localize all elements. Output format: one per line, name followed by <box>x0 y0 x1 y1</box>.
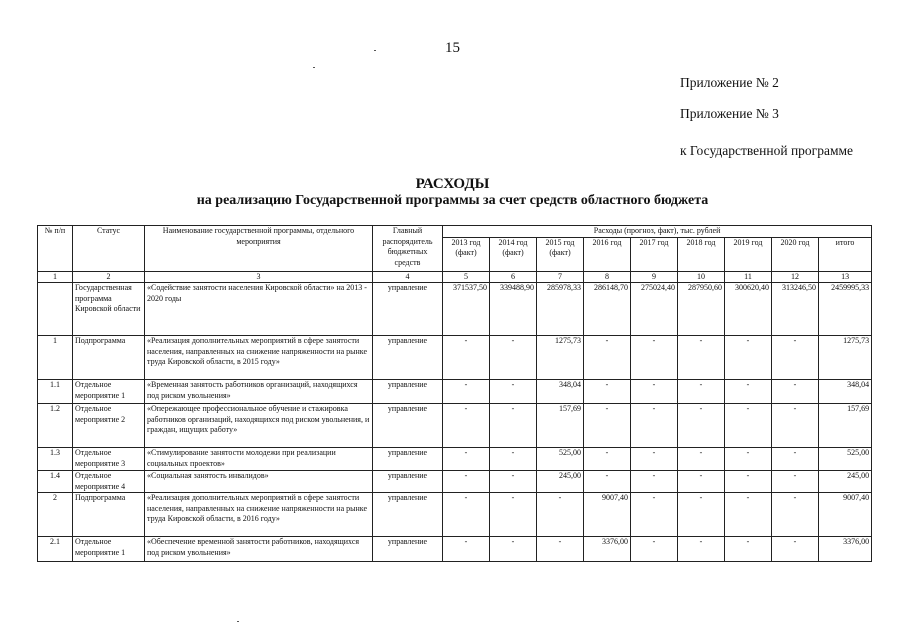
row-name: «Реализация дополнительных мероприятий в сфере занятости населения, направленных на снижение напряженности на рынке труда Кировской области, в 2016 году» <box>145 493 373 537</box>
header-year: 2017 год <box>631 237 678 271</box>
row-year-value: - <box>631 380 678 404</box>
row-name: «Обеспечение временной занятости работников, находящихся под риском увольнения» <box>145 537 373 562</box>
header-name: Наименование государственной программы, отдельного мероприятия <box>145 226 373 272</box>
row-year-value: - <box>772 336 819 380</box>
row-year-value: - <box>490 493 537 537</box>
row-year-value: - <box>490 471 537 493</box>
row-number <box>38 283 73 336</box>
row-year-value: - <box>725 448 772 471</box>
row-year-value: - <box>490 448 537 471</box>
row-year-value: 313246,50 <box>772 283 819 336</box>
row-year-value: 339488,90 <box>490 283 537 336</box>
row-year-value: - <box>443 380 490 404</box>
row-year-value: - <box>772 537 819 562</box>
row-name: «Содействие занятости населения Кировской области» на 2013 - 2020 годы <box>145 283 373 336</box>
row-number: 2.1 <box>38 537 73 562</box>
row-year-value: - <box>537 493 584 537</box>
row-year-value: - <box>678 493 725 537</box>
row-number: 1 <box>38 336 73 380</box>
column-numbers-row <box>38 271 872 283</box>
header-year: 2014 год (факт) <box>490 237 537 271</box>
column-number: 7 <box>537 271 584 283</box>
row-year-value: - <box>725 471 772 493</box>
row-status: Отдельное мероприятие 2 <box>73 404 145 448</box>
row-year-value: - <box>772 493 819 537</box>
column-number: 5 <box>443 271 490 283</box>
row-admin: управление <box>373 537 443 562</box>
row-name: «Реализация дополнительных мероприятий в сфере занятости населения, направленных на снижение напряженности на рынке труда Кировской области, в 2015 году» <box>145 336 373 380</box>
row-year-value: - <box>678 404 725 448</box>
row-year-value: - <box>490 336 537 380</box>
header-admin: Главный распорядитель бюджетных средств <box>373 226 443 272</box>
row-admin: управление <box>373 493 443 537</box>
annex-line-1: Приложение № 2 <box>680 75 779 90</box>
table-row <box>38 336 872 380</box>
column-number: 9 <box>631 271 678 283</box>
row-admin: управление <box>373 283 443 336</box>
column-number: 2 <box>73 271 145 283</box>
column-number: 8 <box>584 271 631 283</box>
header-num: № п/п <box>38 226 73 272</box>
row-year-value: - <box>443 336 490 380</box>
row-year-value: - <box>678 336 725 380</box>
row-number: 1.4 <box>38 471 73 493</box>
row-admin: управление <box>373 380 443 404</box>
annex-line-3: к Государственной программе <box>680 143 854 158</box>
row-year-value: - <box>725 380 772 404</box>
row-year-value: - <box>772 471 819 493</box>
page-number: 15 <box>445 40 460 56</box>
row-total-value: 1275,73 <box>819 336 872 380</box>
row-year-value: - <box>490 537 537 562</box>
header-total: итого <box>819 237 872 271</box>
row-year-value: - <box>631 404 678 448</box>
row-year-value: - <box>490 380 537 404</box>
header-year: 2013 год (факт) <box>443 237 490 271</box>
annex-line-2: Приложение № 3 <box>680 106 779 121</box>
row-year-value: 3376,00 <box>584 537 631 562</box>
header-year: 2019 год <box>725 237 772 271</box>
column-number: 11 <box>725 271 772 283</box>
table-row <box>38 380 872 404</box>
row-total-value: 157,69 <box>819 404 872 448</box>
row-status: Отдельное мероприятие 1 <box>73 380 145 404</box>
table-header <box>38 226 872 283</box>
row-year-value: - <box>584 380 631 404</box>
row-year-value: - <box>725 336 772 380</box>
row-name: «Социальная занятость инвалидов» <box>145 471 373 493</box>
row-year-value: 300620,40 <box>725 283 772 336</box>
row-year-value: - <box>631 537 678 562</box>
table-row <box>38 537 872 562</box>
column-number: 6 <box>490 271 537 283</box>
table-row <box>38 493 872 537</box>
row-year-value: - <box>772 380 819 404</box>
row-year-value: 525,00 <box>537 448 584 471</box>
row-year-value: - <box>584 404 631 448</box>
row-name: «Временная занятость работников организаций, находящихся под риском увольнения» <box>145 380 373 404</box>
row-year-value: 286148,70 <box>584 283 631 336</box>
scan-speck <box>313 67 315 68</box>
row-status: Подпрограмма <box>73 493 145 537</box>
row-year-value: - <box>490 404 537 448</box>
row-year-value: - <box>537 537 584 562</box>
table-row <box>38 471 872 493</box>
row-year-value: - <box>443 404 490 448</box>
header-year: 2016 год <box>584 237 631 271</box>
row-year-value: - <box>678 380 725 404</box>
row-year-value: - <box>584 336 631 380</box>
row-year-value: - <box>631 336 678 380</box>
row-total-value: 3376,00 <box>819 537 872 562</box>
row-year-value: - <box>443 537 490 562</box>
row-year-value: 285978,33 <box>537 283 584 336</box>
row-admin: управление <box>373 448 443 471</box>
document-subtitle: на реализацию Государственной программы за счет средств областного бюджета <box>196 193 709 208</box>
column-number: 12 <box>772 271 819 283</box>
row-year-value: 371537,50 <box>443 283 490 336</box>
row-number: 1.2 <box>38 404 73 448</box>
row-year-value: - <box>725 493 772 537</box>
row-year-value: - <box>678 537 725 562</box>
row-status: Государственная программа Кировской области <box>73 283 145 336</box>
row-year-value: 1275,73 <box>537 336 584 380</box>
row-year-value: - <box>443 471 490 493</box>
row-name: «Опережающее профессиональное обучение и стажировка работников организаций, находящихся под риском увольнения, и граждан, ищущих работу» <box>145 404 373 448</box>
row-number: 1.3 <box>38 448 73 471</box>
row-total-value: 2459995,33 <box>819 283 872 336</box>
row-status: Отдельное мероприятие 4 <box>73 471 145 493</box>
row-admin: управление <box>373 404 443 448</box>
row-year-value: 275024,40 <box>631 283 678 336</box>
row-total-value: 348,04 <box>819 380 872 404</box>
header-year: 2018 год <box>678 237 725 271</box>
row-year-value: - <box>725 537 772 562</box>
row-total-value: 9007,40 <box>819 493 872 537</box>
column-number: 10 <box>678 271 725 283</box>
row-year-value: - <box>772 448 819 471</box>
column-number: 4 <box>373 271 443 283</box>
table-body <box>38 283 872 562</box>
column-number: 3 <box>145 271 373 283</box>
row-total-value: 245,00 <box>819 471 872 493</box>
row-year-value: - <box>443 448 490 471</box>
header-year: 2020 год <box>772 237 819 271</box>
row-status: Отдельное мероприятие 3 <box>73 448 145 471</box>
document-title: РАСХОДЫ <box>415 176 490 192</box>
table-row <box>38 283 872 336</box>
row-name: «Стимулирование занятости молодежи при реализации социальных проектов» <box>145 448 373 471</box>
table-row <box>38 404 872 448</box>
header-status: Статус <box>73 226 145 272</box>
row-year-value: - <box>772 404 819 448</box>
header-year: 2015 год (факт) <box>537 237 584 271</box>
row-year-value: - <box>443 493 490 537</box>
row-number: 2 <box>38 493 73 537</box>
scan-speck <box>237 621 239 622</box>
column-number: 13 <box>819 271 872 283</box>
row-year-value: 287950,60 <box>678 283 725 336</box>
row-status: Отдельное мероприятие 1 <box>73 537 145 562</box>
column-number: 1 <box>38 271 73 283</box>
row-year-value: - <box>631 493 678 537</box>
row-year-value: - <box>584 448 631 471</box>
row-year-value: 157,69 <box>537 404 584 448</box>
row-year-value: - <box>631 471 678 493</box>
scan-speck <box>374 50 376 51</box>
row-year-value: - <box>584 471 631 493</box>
row-year-value: - <box>725 404 772 448</box>
row-status: Подпрограмма <box>73 336 145 380</box>
row-admin: управление <box>373 336 443 380</box>
table-row <box>38 448 872 471</box>
row-year-value: - <box>678 471 725 493</box>
row-number: 1.1 <box>38 380 73 404</box>
expenses-table <box>37 225 872 562</box>
row-year-value: - <box>678 448 725 471</box>
row-admin: управление <box>373 471 443 493</box>
row-total-value: 525,00 <box>819 448 872 471</box>
header-expenses: Расходы (прогноз, факт), тыс. рублей <box>443 226 872 238</box>
row-year-value: - <box>631 448 678 471</box>
row-year-value: 9007,40 <box>584 493 631 537</box>
row-year-value: 245,00 <box>537 471 584 493</box>
row-year-value: 348,04 <box>537 380 584 404</box>
